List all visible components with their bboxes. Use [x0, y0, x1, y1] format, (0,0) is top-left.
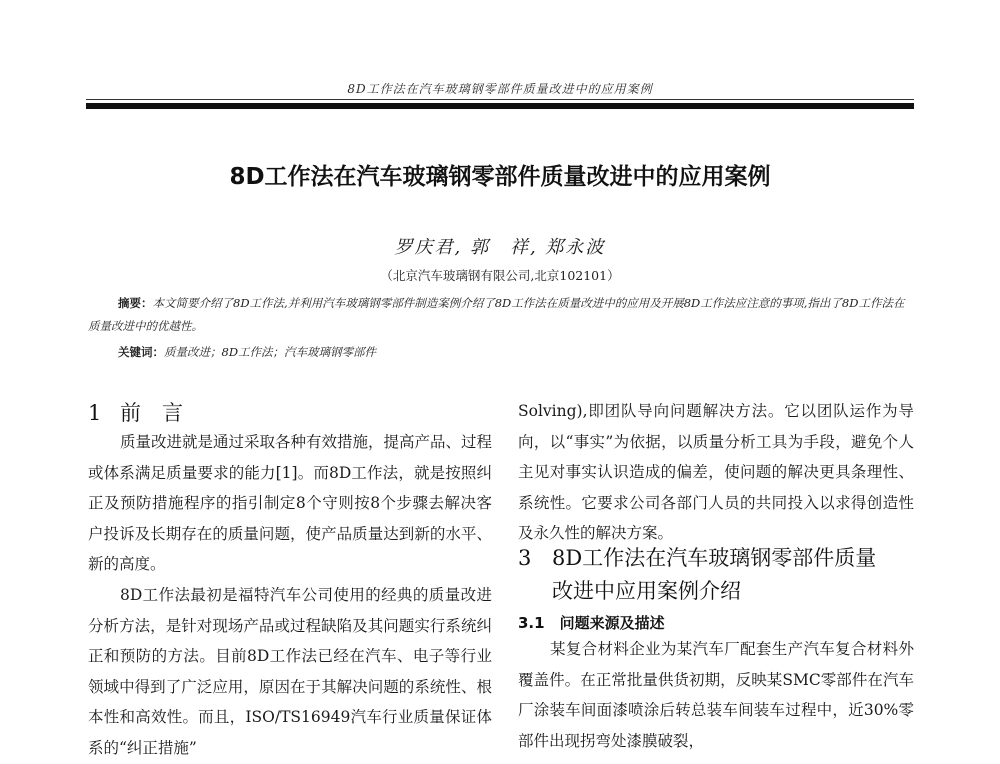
affiliation: （北京汽车玻璃钢有限公司,北京102101）	[380, 268, 620, 283]
authors: 罗庆君, 郭 祥, 郑永波	[394, 237, 606, 258]
abstract-text: 本文简要介绍了8D工作法,并利用汽车玻璃钢零部件制造案例介绍了8D工作法在质量改进中的应用及开展8D工作法应注意的事项,指出了8D工作法在质量改进中的优越性。	[88, 296, 905, 333]
section-1-heading	[88, 397, 183, 427]
section-1-title: 前 言	[120, 401, 183, 425]
keywords-label: 关键词：	[118, 345, 164, 359]
keywords-text: 质量改进；8D工作法；汽车玻璃钢零部件	[164, 345, 377, 359]
section-1-paragraph-1: 质量改进就是通过采取各种有效措施，提高产品、过程或体系满足质量要求的能力[1]。而8D工作法，就是按照纠正及预防措施程序的指引制定8个守则按8个步骤去解决客户投诉及长期存在的质量问题，使产品质量达到新的水平、新的高度。	[88, 433, 493, 574]
section-3-title-line-1: 8D工作法在汽车玻璃钢零部件质量	[552, 546, 877, 570]
keywords	[118, 344, 914, 360]
section-1-paragraph-2: 8D工作法最初是福特汽车公司使用的经典的质量改进分析方法，是针对现场产品或过程缺陷及其问题实行系统纠正和预防的方法。目前8D工作法已经在汽车、电子等行业领域中得到了广泛应用，原因在于其解决问题的系统性、根本性和高效性。而且，ISO/TS16949汽车行业质量保证体系的“纠正措施”	[88, 586, 492, 757]
section-3-1-paragraph: 某复合材料企业为某汽车厂配套生产汽车复合材料外覆盖件。在正常批量供货初期，反映某SMC零部件在汽车厂涂装车间面漆喷涂后转总装车间装车过程中，近30%零部件出现拐弯处漆膜破裂，	[518, 640, 914, 750]
header-rule-thick	[86, 103, 914, 109]
section-3-heading-line-2: 改进中应用案例介绍	[552, 579, 741, 603]
section-3-number: 3	[518, 546, 532, 570]
paper-title: 8D工作法在汽车玻璃钢零部件质量改进中的应用案例	[229, 164, 771, 190]
header-rule-thin	[86, 99, 914, 100]
abstract	[88, 292, 914, 338]
running-header: 8D工作法在汽车玻璃钢零部件质量改进中的应用案例	[347, 82, 653, 96]
abstract-label: 摘要：	[118, 296, 153, 310]
section-3-1-heading: 3.1 问题来源及描述	[518, 614, 665, 632]
right-column-continuation: Solving),即团队导向问题解决方法。它以团队运作为导向，以“事实”为依据，以质量分析工具为手段，避免个人主见对事实认识造成的偏差，使问题的解决更具条理性、系统性。它要求公司各部门人员的共同投入以求得创造性及永久性的解决方案。	[518, 402, 914, 543]
section-3-heading-line-1	[518, 542, 876, 572]
section-1-number: 1	[88, 401, 102, 425]
